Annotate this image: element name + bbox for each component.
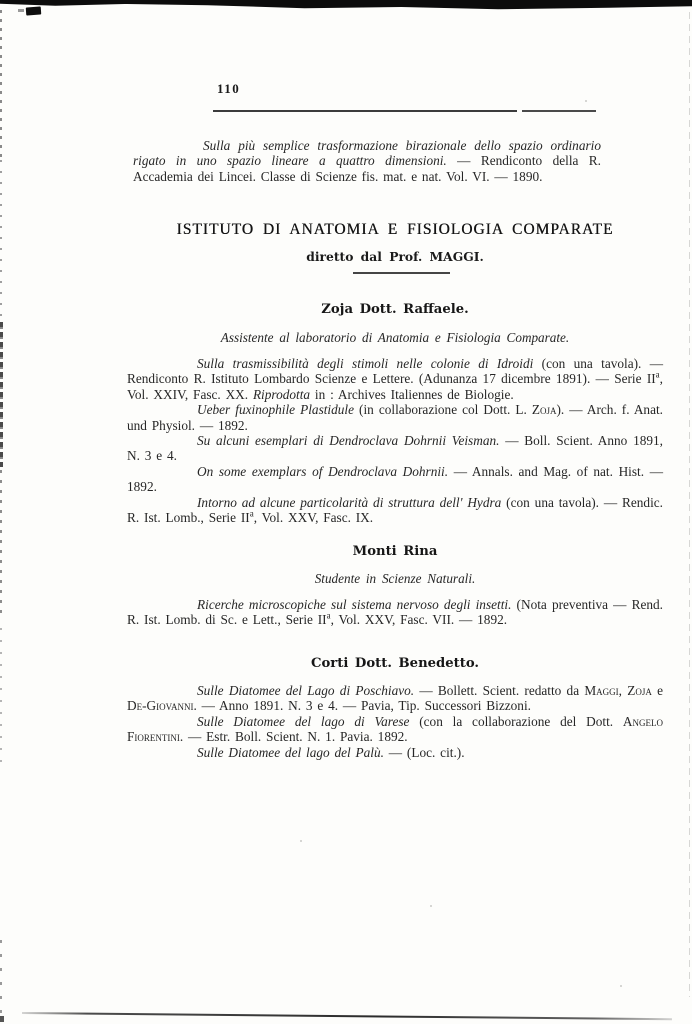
scan-speck bbox=[430, 905, 432, 907]
bibliography-entry: Su alcuni esemplari di Dendroclava Dohrnii Veisman. — Boll. Scient. Anno 1891, N. 3 e 4. bbox=[127, 433, 663, 464]
bibliography-entry: Ricerche microscopiche sul sistema nervoso degli insetti. (Nota preventiva — Rend. R. Ist. Lomb. di Sc. e Lett., Serie $II^a$, Vol. XXV, Fasc. VII. — 1892. bbox=[127, 597, 663, 628]
scan-artifact-left-edge bbox=[0, 322, 3, 467]
scan-speck bbox=[300, 840, 302, 842]
author-heading-monti: Monti Rina bbox=[352, 544, 438, 559]
scan-artifact-top-bar bbox=[0, 0, 692, 10]
carryover-bibliography-paragraph bbox=[133, 138, 601, 184]
scan-artifact-left-edge bbox=[0, 470, 2, 620]
bibliography-entry: Intorno ad alcune particolarità di struttura dell' Hydra (con una tavola). — Rendic. R. Ist. Lomb., Serie $II^a$, Vol. XXV, Fasc. IX. bbox=[127, 494, 663, 526]
institute-title: ISTITUTO DI ANATOMIA E FISIOLOGIA COMPARATE bbox=[176, 221, 614, 238]
page-number: 110 bbox=[217, 81, 241, 96]
author-heading-corti: Corti Dott. Benedetto. bbox=[311, 656, 479, 671]
header-rule bbox=[213, 110, 517, 112]
bibliography-list-monti bbox=[127, 597, 663, 628]
bibliography-entry: Sulle Diatomee del lago del Palù. — (Loc. cit.). bbox=[197, 744, 465, 760]
bibliography-list-zoja bbox=[127, 356, 663, 525]
institute-director-line: diretto dal Prof. MAGGI. bbox=[306, 249, 484, 264]
scan-artifact-left-edge bbox=[0, 160, 2, 320]
bibliography-entry: Sulla più semplice trasformazione birazionale dello spazio ordinario rigato in uno spazio lineare a quattro dimensioni. — Rendiconto della R. Accademia dei Lincei. Classe di Scienze fis. mat. e nat. Vol. VI. — 1890. bbox=[133, 138, 602, 184]
scan-artifact-corner-mark bbox=[0, 1016, 4, 1022]
bibliography-entry: Sulla trasmissibilità degli stimoli nelle colonie di Idroidi (con una tavola). — Rendiconto R. Istituto Lombardo Scienze e Lettere. (Adunanza 17 dicembre 1891). — Serie $II^a$, Vol. XXIV, Fasc. XX. Riprodotta in : Archives Italiennes de Biologie. bbox=[127, 356, 663, 402]
bibliography-list-corti bbox=[127, 683, 663, 760]
bibliography-entry: On some exemplars of Dendroclava Dohrnii. — Annals. and Mag. of nat. Hist. — 1892. bbox=[127, 463, 663, 495]
section-divider-rule bbox=[353, 272, 450, 274]
scan-speck bbox=[585, 100, 587, 102]
scan-artifact-blob bbox=[26, 6, 42, 15]
scan-artifact-smudge bbox=[18, 9, 24, 12]
scan-artifact-left-edge bbox=[0, 628, 2, 768]
bibliography-entry: Ueber fuxinophile Plastidule (in collaborazione col Dott. L. Zoja). — Arch. f. Anat. und Physiol. — 1892. bbox=[127, 402, 664, 433]
scan-artifact-left-edge bbox=[0, 940, 2, 1024]
scan-artifact-right-edge bbox=[689, 12, 690, 997]
scan-artifact-bottom-line bbox=[22, 1012, 672, 1021]
author-heading-zoja: Zoja Dott. Raffaele. bbox=[321, 302, 469, 317]
bibliography-entry: Sulle Diatomee del lago di Varese (con la collaborazione del Dott. Angelo Fiorentini. — Estr. Boll. Scient. N. 1. Pavia. 1892. bbox=[127, 713, 663, 745]
scan-artifact-left-edge bbox=[0, 10, 2, 160]
author-role-monti: Studente in Scienze Naturali. bbox=[314, 571, 476, 586]
bibliography-entry: Sulle Diatomee del Lago di Poschiavo. — Bollett. Scient. redatto da Maggi, Zoja e De-Giovanni. — Anno 1891. N. 3 e 4. — Pavia, Tip. Successori Bizzoni. bbox=[127, 683, 663, 714]
author-role-zoja: Assistente al laboratorio di Anatomia e Fisiologia Comparate. bbox=[220, 330, 570, 345]
header-rule bbox=[522, 110, 596, 112]
scan-speck bbox=[620, 985, 622, 987]
